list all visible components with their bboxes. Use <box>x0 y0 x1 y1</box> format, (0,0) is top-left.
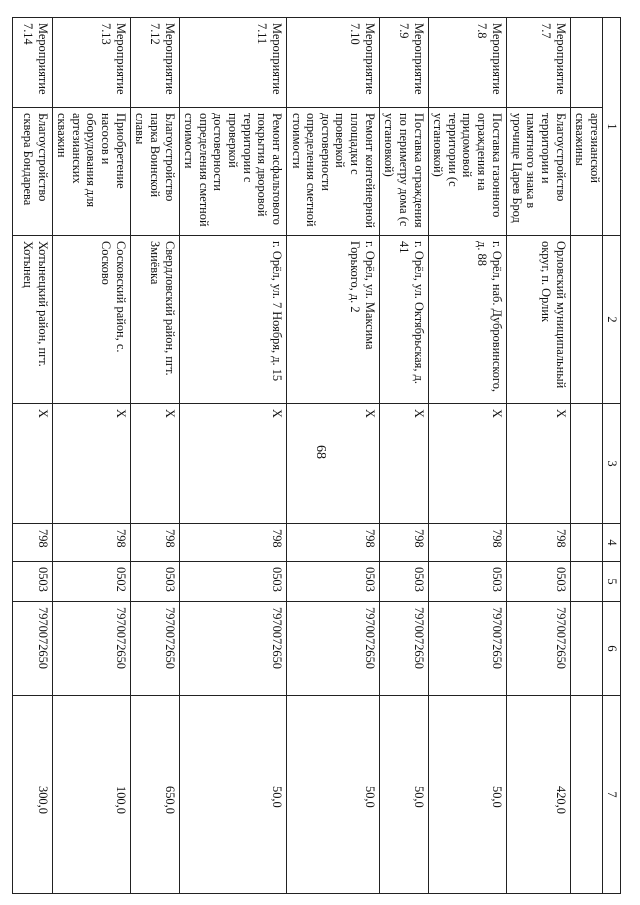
cell-id: Мероприятие 7.10 <box>287 18 380 108</box>
table-row <box>179 18 286 894</box>
cell-c4: 798 <box>379 524 428 562</box>
cell-c6: 7970072650 <box>287 602 380 696</box>
cell-name: Благоустройство парка Воинской славы <box>130 108 179 236</box>
cell-id: Мероприятие 7.8 <box>428 18 506 108</box>
header-col-6: 6 <box>603 602 621 696</box>
table-row <box>428 18 506 894</box>
cell-c4: 798 <box>287 524 380 562</box>
header-col-1: 1 <box>603 18 621 236</box>
header-col-4: 4 <box>603 524 621 562</box>
cell-id: Мероприятие 7.7 <box>506 18 570 108</box>
cell-id: Мероприятие 7.14 <box>12 18 52 108</box>
cell-c6: 7970072650 <box>12 602 52 696</box>
table-row <box>506 18 570 894</box>
cell-c3: X <box>379 404 428 524</box>
cell-c6: 7970072650 <box>379 602 428 696</box>
cell-id: Мероприятие 7.11 <box>179 18 286 108</box>
cell-name: Поставка газонного ограждения на придомовой территории (с установкой) <box>428 108 506 236</box>
cell-c5: 0503 <box>179 562 286 602</box>
cell-c5: 0503 <box>379 562 428 602</box>
cell-id: Мероприятие 7.9 <box>379 18 428 108</box>
header-col-2: 2 <box>603 236 621 404</box>
table-row <box>12 18 52 894</box>
cell-location: Свердловский район, пгт. Змиёвка <box>130 236 179 404</box>
cell-id: Мероприятие 7.12 <box>130 18 179 108</box>
cell-location: Хотынецкий район, пгт. Хотынец <box>12 236 52 404</box>
cell-name: Ремонт контейнерной площадки с проверкой достоверности определения сметной стоимости <box>287 108 380 236</box>
cell-name: Ремонт асфальтового покрытия дворовой территории с проверкой достоверности определения сметной стоимости <box>179 108 286 236</box>
cell-c5: 0503 <box>287 562 380 602</box>
cell-c7: 50,0 <box>179 696 286 894</box>
cell-empty <box>570 18 602 108</box>
page-number: 68 <box>313 445 328 459</box>
cell-c4: 798 <box>506 524 570 562</box>
table-row <box>287 18 380 894</box>
cell-c3: X <box>52 404 130 524</box>
cell-c3: X <box>179 404 286 524</box>
cell-c6: 7970072650 <box>130 602 179 696</box>
table-row <box>379 18 428 894</box>
cell-c6: 7970072650 <box>428 602 506 696</box>
cell-c7: 420,0 <box>506 696 570 894</box>
cell-c7: 50,0 <box>287 696 380 894</box>
cell-c6: 7970072650 <box>52 602 130 696</box>
table-row <box>52 18 130 894</box>
cell-location: г. Орёл, ул. 7 Ноября, д. 15 <box>179 236 286 404</box>
cell-c3: X <box>12 404 52 524</box>
cell-name: Благоустройство территории и памятного знака в урочище Царев Брод <box>506 108 570 236</box>
header-col-3: 3 <box>603 404 621 524</box>
cell-name: Благоустройство сквера Бондарева <box>12 108 52 236</box>
cell-c5: 0503 <box>506 562 570 602</box>
cell-location: Орловский муниципальный округ, п. Орлик <box>506 236 570 404</box>
cell-location: г. Орёл, ул. Максима Горького, д. 2 <box>287 236 380 404</box>
cell-c3: X <box>130 404 179 524</box>
cell-location: г. Орёл, наб. Дубровинского, д. 88 <box>428 236 506 404</box>
budget-table <box>12 17 621 894</box>
cell-c4: 798 <box>12 524 52 562</box>
cell-c6: 7970072650 <box>506 602 570 696</box>
cell-c3: X <box>428 404 506 524</box>
cell-c5: 0502 <box>52 562 130 602</box>
cell-c4: 798 <box>52 524 130 562</box>
cell-c7: 100,0 <box>52 696 130 894</box>
cell-c4: 798 <box>428 524 506 562</box>
cell-name: Приобретение насосов и оборудования для артезианских скважин <box>52 108 130 236</box>
cell-id: Мероприятие 7.13 <box>52 18 130 108</box>
table-header-row <box>603 18 621 894</box>
cell-c4: 798 <box>179 524 286 562</box>
header-col-7: 7 <box>603 696 621 894</box>
header-col-5: 5 <box>603 562 621 602</box>
rotated-table-wrapper <box>21 17 621 893</box>
table-row <box>130 18 179 894</box>
cell-location: Сосковский район, с. Сосково <box>52 236 130 404</box>
table-row <box>570 18 602 894</box>
cell-c6: 7970072650 <box>179 602 286 696</box>
cell-c3: X <box>506 404 570 524</box>
cell-c5: 0503 <box>12 562 52 602</box>
cell-c3: X <box>287 404 380 524</box>
cell-c7: 300,0 <box>12 696 52 894</box>
cell-name: Поставка ограждения по периметру дома (с установкой) <box>379 108 428 236</box>
cell-c7: 50,0 <box>379 696 428 894</box>
cell-location: г. Орёл, ул. Октябрьская, д. 41 <box>379 236 428 404</box>
cell-continuation: артезианской скважины <box>570 108 602 236</box>
cell-c4: 798 <box>130 524 179 562</box>
cell-c5: 0503 <box>130 562 179 602</box>
cell-c7: 50,0 <box>428 696 506 894</box>
cell-c7: 650,0 <box>130 696 179 894</box>
cell-c5: 0503 <box>428 562 506 602</box>
